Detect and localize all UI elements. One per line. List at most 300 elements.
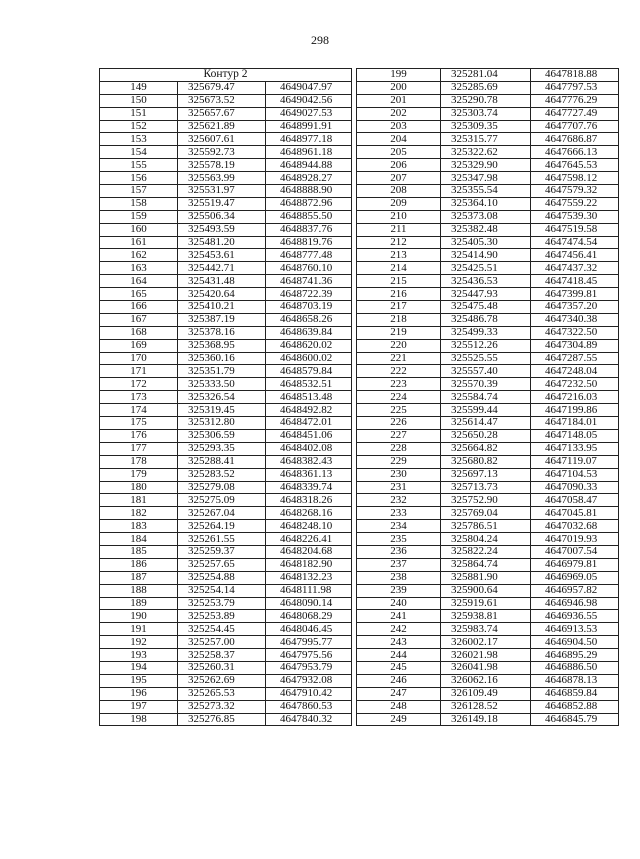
point-number: 248	[357, 700, 441, 713]
table-row	[100, 674, 352, 687]
x-coordinate: 325355.54	[441, 185, 531, 198]
point-number: 217	[357, 301, 441, 314]
table-row	[357, 339, 619, 352]
y-coordinate: 4648090.14	[266, 597, 352, 610]
point-number: 182	[100, 507, 178, 520]
point-number: 237	[357, 558, 441, 571]
x-coordinate: 325680.82	[441, 455, 531, 468]
x-coordinate: 326002.17	[441, 636, 531, 649]
y-coordinate: 4647797.53	[531, 81, 619, 94]
table-row	[100, 365, 352, 378]
table-row	[100, 636, 352, 649]
x-coordinate: 325475.48	[441, 301, 531, 314]
table-row	[357, 69, 619, 82]
table-row	[100, 610, 352, 623]
y-coordinate: 4648226.41	[266, 533, 352, 546]
y-coordinate: 4647248.04	[531, 365, 619, 378]
x-coordinate: 325506.34	[178, 210, 266, 223]
x-coordinate: 325290.78	[441, 94, 531, 107]
table-row	[100, 429, 352, 442]
table-row	[100, 197, 352, 210]
contour-caption: Контур 2	[100, 69, 352, 82]
y-coordinate: 4647995.77	[266, 636, 352, 649]
point-number: 154	[100, 146, 178, 159]
x-coordinate: 325664.82	[441, 442, 531, 455]
y-coordinate: 4648961.18	[266, 146, 352, 159]
y-coordinate: 4647686.87	[531, 133, 619, 146]
x-coordinate: 325378.16	[178, 326, 266, 339]
table-row	[100, 507, 352, 520]
x-coordinate: 325312.80	[178, 417, 266, 430]
table-row	[100, 288, 352, 301]
y-coordinate: 4647216.03	[531, 391, 619, 404]
point-number: 164	[100, 275, 178, 288]
x-coordinate: 325486.78	[441, 313, 531, 326]
y-coordinate: 4646936.55	[531, 610, 619, 623]
point-number: 242	[357, 623, 441, 636]
table-row	[357, 404, 619, 417]
table-row	[100, 494, 352, 507]
y-coordinate: 4648579.84	[266, 365, 352, 378]
point-number: 201	[357, 94, 441, 107]
y-coordinate: 4648248.10	[266, 520, 352, 533]
point-number: 227	[357, 429, 441, 442]
x-coordinate: 325258.37	[178, 649, 266, 662]
y-coordinate: 4647727.49	[531, 107, 619, 120]
table-row	[100, 661, 352, 674]
x-coordinate: 325254.45	[178, 623, 266, 636]
x-coordinate: 325614.47	[441, 417, 531, 430]
x-coordinate: 325253.79	[178, 597, 266, 610]
table-row	[100, 520, 352, 533]
table-row	[357, 623, 619, 636]
table-row	[357, 700, 619, 713]
x-coordinate: 325621.89	[178, 120, 266, 133]
table-row	[357, 687, 619, 700]
table-row	[100, 623, 352, 636]
table-row	[357, 210, 619, 223]
point-number: 174	[100, 404, 178, 417]
table-row	[100, 391, 352, 404]
y-coordinate: 4647818.88	[531, 69, 619, 82]
y-coordinate: 4648760.10	[266, 262, 352, 275]
point-number: 198	[100, 713, 178, 726]
x-coordinate: 325261.55	[178, 533, 266, 546]
point-number: 216	[357, 288, 441, 301]
y-coordinate: 4647199.86	[531, 404, 619, 417]
y-coordinate: 4646913.53	[531, 623, 619, 636]
point-number: 212	[357, 236, 441, 249]
x-coordinate: 325525.55	[441, 352, 531, 365]
table-row	[100, 120, 352, 133]
point-number: 246	[357, 674, 441, 687]
x-coordinate: 325447.93	[441, 288, 531, 301]
point-number: 236	[357, 545, 441, 558]
y-coordinate: 4648513.48	[266, 391, 352, 404]
y-coordinate: 4648402.08	[266, 442, 352, 455]
table-row	[100, 249, 352, 262]
x-coordinate: 325512.26	[441, 339, 531, 352]
table-row	[357, 81, 619, 94]
point-number: 196	[100, 687, 178, 700]
x-coordinate: 325431.48	[178, 275, 266, 288]
table-row	[100, 339, 352, 352]
y-coordinate: 4647133.95	[531, 442, 619, 455]
y-coordinate: 4647007.54	[531, 545, 619, 558]
table-row	[357, 262, 619, 275]
table-row	[357, 133, 619, 146]
y-coordinate: 4647579.32	[531, 185, 619, 198]
table-row	[100, 649, 352, 662]
table-row	[357, 301, 619, 314]
point-number: 221	[357, 352, 441, 365]
x-coordinate: 325260.31	[178, 661, 266, 674]
table-row	[357, 649, 619, 662]
table-row	[357, 223, 619, 236]
x-coordinate: 325752.90	[441, 494, 531, 507]
x-coordinate: 325804.24	[441, 533, 531, 546]
x-coordinate: 325254.88	[178, 571, 266, 584]
y-coordinate: 4647860.53	[266, 700, 352, 713]
table-row	[100, 533, 352, 546]
point-number: 210	[357, 210, 441, 223]
x-coordinate: 325650.28	[441, 429, 531, 442]
point-number: 176	[100, 429, 178, 442]
point-number: 178	[100, 455, 178, 468]
table-row	[100, 275, 352, 288]
y-coordinate: 4647437.32	[531, 262, 619, 275]
table-row	[100, 172, 352, 185]
point-number: 197	[100, 700, 178, 713]
y-coordinate: 4648944.88	[266, 159, 352, 172]
point-number: 168	[100, 326, 178, 339]
table-row	[357, 94, 619, 107]
point-number: 208	[357, 185, 441, 198]
point-number: 206	[357, 159, 441, 172]
table-row	[357, 146, 619, 159]
point-number: 215	[357, 275, 441, 288]
y-coordinate: 4648991.91	[266, 120, 352, 133]
table-row	[357, 288, 619, 301]
point-number: 233	[357, 507, 441, 520]
y-coordinate: 4646957.82	[531, 584, 619, 597]
table-row	[100, 146, 352, 159]
y-coordinate: 4646859.84	[531, 687, 619, 700]
y-coordinate: 4648722.39	[266, 288, 352, 301]
point-number: 152	[100, 120, 178, 133]
table-row	[100, 584, 352, 597]
x-coordinate: 325592.73	[178, 146, 266, 159]
y-coordinate: 4646886.50	[531, 661, 619, 674]
point-number: 191	[100, 623, 178, 636]
point-number: 188	[100, 584, 178, 597]
x-coordinate: 325288.41	[178, 455, 266, 468]
y-coordinate: 4647357.20	[531, 301, 619, 314]
y-coordinate: 4648855.50	[266, 210, 352, 223]
point-number: 167	[100, 313, 178, 326]
y-coordinate: 4648620.02	[266, 339, 352, 352]
point-number: 184	[100, 533, 178, 546]
x-coordinate: 325420.64	[178, 288, 266, 301]
y-coordinate: 4647119.07	[531, 455, 619, 468]
table-row	[357, 197, 619, 210]
point-number: 232	[357, 494, 441, 507]
x-coordinate: 325303.74	[441, 107, 531, 120]
point-number: 173	[100, 391, 178, 404]
x-coordinate: 325713.73	[441, 481, 531, 494]
y-coordinate: 4647058.47	[531, 494, 619, 507]
x-coordinate: 325864.74	[441, 558, 531, 571]
point-number: 177	[100, 442, 178, 455]
y-coordinate: 4647184.01	[531, 417, 619, 430]
point-number: 195	[100, 674, 178, 687]
y-coordinate: 4647519.58	[531, 223, 619, 236]
table-row	[357, 391, 619, 404]
y-coordinate: 4648361.13	[266, 468, 352, 481]
y-coordinate: 4648268.16	[266, 507, 352, 520]
table-row	[357, 610, 619, 623]
x-coordinate: 325360.16	[178, 352, 266, 365]
x-coordinate: 325599.44	[441, 404, 531, 417]
x-coordinate: 325673.52	[178, 94, 266, 107]
point-number: 151	[100, 107, 178, 120]
point-number: 200	[357, 81, 441, 94]
point-number: 175	[100, 417, 178, 430]
y-coordinate: 4648339.74	[266, 481, 352, 494]
table-row	[100, 468, 352, 481]
x-coordinate: 325259.37	[178, 545, 266, 558]
y-coordinate: 4648658.26	[266, 313, 352, 326]
table-row	[357, 520, 619, 533]
x-coordinate: 325410.21	[178, 301, 266, 314]
x-coordinate: 325822.24	[441, 545, 531, 558]
point-number: 202	[357, 107, 441, 120]
point-number: 162	[100, 249, 178, 262]
table-row	[357, 494, 619, 507]
point-number: 170	[100, 352, 178, 365]
table-row	[357, 713, 619, 726]
y-coordinate: 4648872.96	[266, 197, 352, 210]
point-number: 180	[100, 481, 178, 494]
coordinates-table-right	[356, 68, 619, 726]
x-coordinate: 325333.50	[178, 378, 266, 391]
table-row	[100, 326, 352, 339]
table-row	[100, 417, 352, 430]
x-coordinate: 325309.35	[441, 120, 531, 133]
x-coordinate: 325900.64	[441, 584, 531, 597]
x-coordinate: 325769.04	[441, 507, 531, 520]
point-number: 161	[100, 236, 178, 249]
x-coordinate: 325557.40	[441, 365, 531, 378]
table-row	[357, 159, 619, 172]
y-coordinate: 4646904.50	[531, 636, 619, 649]
y-coordinate: 4647456.41	[531, 249, 619, 262]
table-row	[357, 120, 619, 133]
point-number: 156	[100, 172, 178, 185]
table-row	[357, 571, 619, 584]
point-number: 249	[357, 713, 441, 726]
x-coordinate: 325265.53	[178, 687, 266, 700]
y-coordinate: 4648819.76	[266, 236, 352, 249]
x-coordinate: 325329.90	[441, 159, 531, 172]
x-coordinate: 325279.08	[178, 481, 266, 494]
table-row	[100, 713, 352, 726]
x-coordinate: 325254.14	[178, 584, 266, 597]
x-coordinate: 325306.59	[178, 429, 266, 442]
y-coordinate: 4648532.51	[266, 378, 352, 391]
y-coordinate: 4647645.53	[531, 159, 619, 172]
table-row	[357, 597, 619, 610]
point-number: 169	[100, 339, 178, 352]
point-number: 179	[100, 468, 178, 481]
table-row	[357, 417, 619, 430]
table-row	[357, 507, 619, 520]
table-row	[100, 107, 352, 120]
y-coordinate: 4649047.97	[266, 81, 352, 94]
point-number: 213	[357, 249, 441, 262]
y-coordinate: 4647232.50	[531, 378, 619, 391]
table-row	[357, 236, 619, 249]
x-coordinate: 325293.35	[178, 442, 266, 455]
y-coordinate: 4647090.33	[531, 481, 619, 494]
table-row	[357, 378, 619, 391]
point-number: 235	[357, 533, 441, 546]
y-coordinate: 4646845.79	[531, 713, 619, 726]
point-number: 185	[100, 545, 178, 558]
point-number: 218	[357, 313, 441, 326]
y-coordinate: 4648837.76	[266, 223, 352, 236]
y-coordinate: 4648182.90	[266, 558, 352, 571]
table-row	[357, 545, 619, 558]
table-row	[100, 378, 352, 391]
table-row	[100, 481, 352, 494]
point-number: 194	[100, 661, 178, 674]
y-coordinate: 4647707.76	[531, 120, 619, 133]
y-coordinate: 4648600.02	[266, 352, 352, 365]
y-coordinate: 4648068.29	[266, 610, 352, 623]
x-coordinate: 325326.54	[178, 391, 266, 404]
x-coordinate: 325387.19	[178, 313, 266, 326]
table-row	[357, 558, 619, 571]
table-row	[357, 455, 619, 468]
y-coordinate: 4648703.19	[266, 301, 352, 314]
x-coordinate: 325373.08	[441, 210, 531, 223]
x-coordinate: 325493.59	[178, 223, 266, 236]
x-coordinate: 325442.71	[178, 262, 266, 275]
x-coordinate: 325679.47	[178, 81, 266, 94]
point-number: 183	[100, 520, 178, 533]
y-coordinate: 4647666.13	[531, 146, 619, 159]
y-coordinate: 4648977.18	[266, 133, 352, 146]
table-row	[100, 404, 352, 417]
table-row	[357, 249, 619, 262]
y-coordinate: 4647304.89	[531, 339, 619, 352]
table-row	[100, 455, 352, 468]
y-coordinate: 4647539.30	[531, 210, 619, 223]
point-number: 205	[357, 146, 441, 159]
x-coordinate: 325275.09	[178, 494, 266, 507]
point-number: 166	[100, 301, 178, 314]
x-coordinate: 325257.00	[178, 636, 266, 649]
table-row	[100, 571, 352, 584]
y-coordinate: 4648318.26	[266, 494, 352, 507]
y-coordinate: 4647932.08	[266, 674, 352, 687]
point-number: 186	[100, 558, 178, 571]
y-coordinate: 4646895.29	[531, 649, 619, 662]
y-coordinate: 4648888.90	[266, 185, 352, 198]
point-number: 224	[357, 391, 441, 404]
table-row	[357, 481, 619, 494]
coordinates-table-left	[99, 68, 352, 726]
y-coordinate: 4647045.81	[531, 507, 619, 520]
point-number: 181	[100, 494, 178, 507]
point-number: 240	[357, 597, 441, 610]
point-number: 225	[357, 404, 441, 417]
x-coordinate: 325607.61	[178, 133, 266, 146]
y-coordinate: 4648928.27	[266, 172, 352, 185]
point-number: 149	[100, 81, 178, 94]
point-number: 192	[100, 636, 178, 649]
x-coordinate: 325563.99	[178, 172, 266, 185]
table-row	[357, 275, 619, 288]
table-row	[357, 636, 619, 649]
x-coordinate: 325364.10	[441, 197, 531, 210]
point-number: 214	[357, 262, 441, 275]
x-coordinate: 325453.61	[178, 249, 266, 262]
x-coordinate: 326041.98	[441, 661, 531, 674]
y-coordinate: 4647032.68	[531, 520, 619, 533]
y-coordinate: 4648639.84	[266, 326, 352, 339]
y-coordinate: 4647910.42	[266, 687, 352, 700]
table-row	[100, 210, 352, 223]
point-number: 171	[100, 365, 178, 378]
point-number: 229	[357, 455, 441, 468]
point-number: 163	[100, 262, 178, 275]
x-coordinate: 325264.19	[178, 520, 266, 533]
x-coordinate: 325584.74	[441, 391, 531, 404]
table-row	[100, 94, 352, 107]
x-coordinate: 325347.98	[441, 172, 531, 185]
point-number: 157	[100, 185, 178, 198]
y-coordinate: 4648382.43	[266, 455, 352, 468]
x-coordinate: 325519.47	[178, 197, 266, 210]
point-number: 239	[357, 584, 441, 597]
x-coordinate: 326062.16	[441, 674, 531, 687]
x-coordinate: 325253.89	[178, 610, 266, 623]
point-number: 243	[357, 636, 441, 649]
y-coordinate: 4647019.93	[531, 533, 619, 546]
y-coordinate: 4647776.29	[531, 94, 619, 107]
table-row	[357, 365, 619, 378]
point-number: 187	[100, 571, 178, 584]
table-row	[357, 107, 619, 120]
point-number: 222	[357, 365, 441, 378]
point-number: 234	[357, 520, 441, 533]
x-coordinate: 325382.48	[441, 223, 531, 236]
point-number: 241	[357, 610, 441, 623]
y-coordinate: 4647340.38	[531, 313, 619, 326]
x-coordinate: 325322.62	[441, 146, 531, 159]
x-coordinate: 325578.19	[178, 159, 266, 172]
x-coordinate: 325267.04	[178, 507, 266, 520]
x-coordinate: 325273.32	[178, 700, 266, 713]
x-coordinate: 325276.85	[178, 713, 266, 726]
point-number: 228	[357, 442, 441, 455]
point-number: 158	[100, 197, 178, 210]
table-header-row	[100, 69, 352, 82]
y-coordinate: 4647287.55	[531, 352, 619, 365]
table-row	[100, 133, 352, 146]
